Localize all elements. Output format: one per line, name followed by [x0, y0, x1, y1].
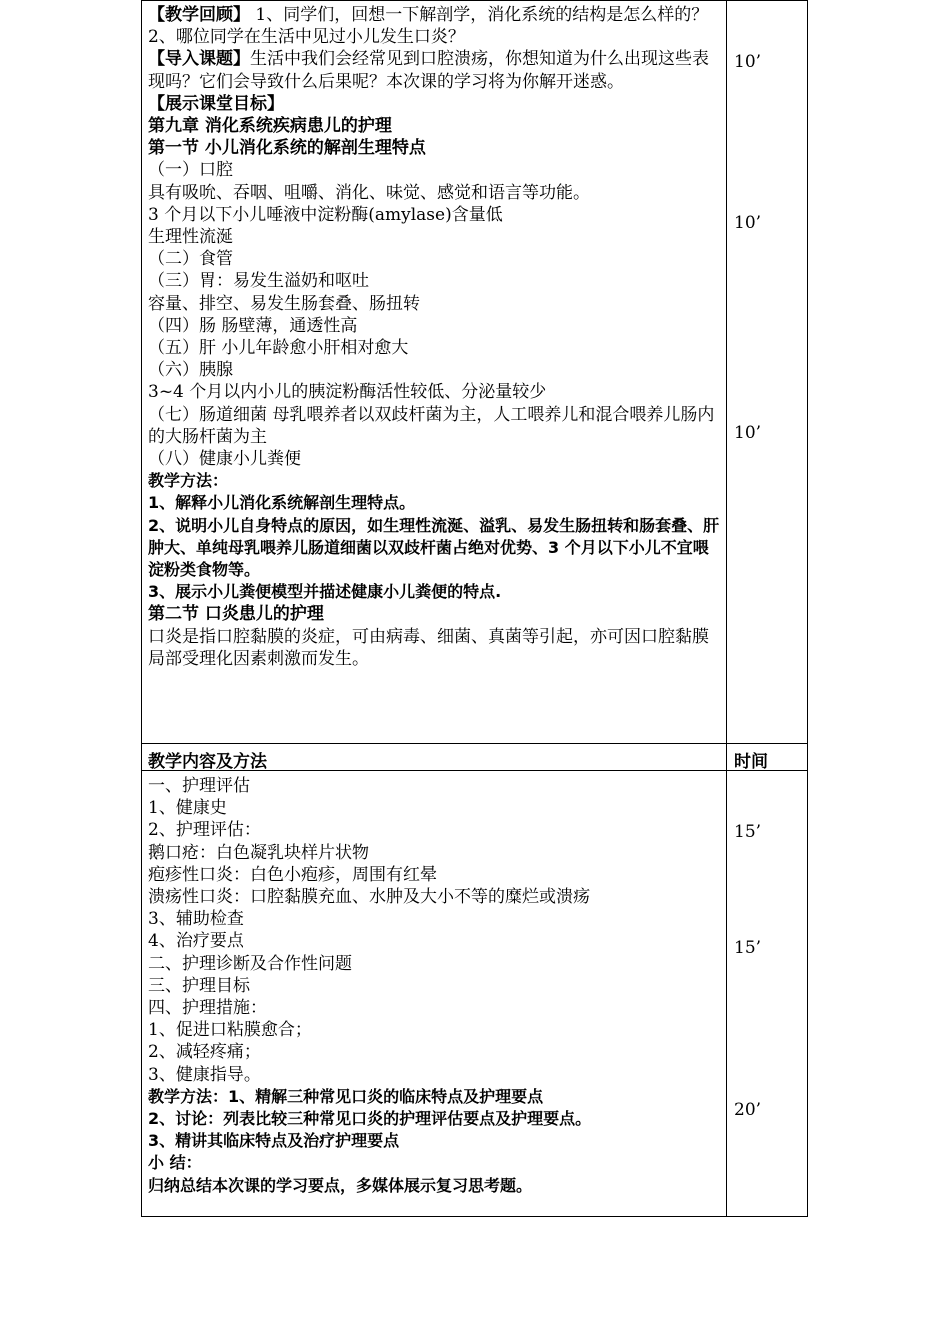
time-value: 10’: [734, 52, 762, 72]
text-line: 2、护理评估：: [148, 820, 261, 841]
summary-text: 归纳总结本次课的学习要点，多媒体展示复习思考题。: [148, 1175, 533, 1195]
text-line: （一）口腔: [148, 160, 233, 181]
text-line: 口炎是指口腔黏膜的炎症，可由病毒、细菌、真菌等引起，亦可因口腔黏膜局部受理化因素刺激而发生。: [148, 626, 709, 669]
top-content-cell: [148, 4, 720, 670]
summary-heading: 小 结：: [148, 1153, 202, 1173]
text-line: 4、治疗要点: [148, 931, 244, 952]
column-divider: [726, 0, 727, 1217]
text-line: 3 个月以下小儿唾液中淀粉酶(amylase)含量低: [148, 204, 503, 225]
bottom-content-cell: [148, 775, 720, 1197]
time-value: 10’: [734, 213, 762, 233]
text-line: 1、促进口粘膜愈合；: [148, 1020, 312, 1041]
chapter-heading: 第九章 消化系统疾病患儿的护理: [148, 116, 392, 137]
objectives-heading: 【展示课堂目标】: [148, 93, 284, 114]
intro-paragraph: 【导入课题】生活中我们会经常见到口腔溃疡，你想知道为什么出现这些表现吗？它们会导致什么后果呢？本次课的学习将为你解开迷惑。: [148, 49, 709, 92]
text-line: （八）健康小儿粪便: [148, 449, 301, 470]
text-line: 容量、排空、易发生肠套叠、肠扭转: [148, 293, 420, 314]
text-line: 2、哪位同学在生活中见过小儿发生口炎？: [148, 27, 465, 48]
method-item: 3、展示小儿粪便模型并描述健康小儿粪便的特点.: [148, 582, 502, 602]
section-heading: 第二节 口炎患儿的护理: [148, 604, 324, 625]
text-line: 2、减轻疼痛；: [148, 1042, 261, 1063]
text-line: 疱疹性口炎：白色小疱疹，周围有红晕: [148, 864, 437, 885]
text-line: 3、辅助检查: [148, 909, 244, 930]
text-line: 三、护理目标: [148, 975, 250, 996]
text-line: （七）肠道细菌 母乳喂养者以双歧杆菌为主，人工喂养儿和混合喂养儿肠内的大肠杆菌为主: [148, 404, 715, 447]
text-line: 具有吸吮、吞咽、咀嚼、消化、味觉、感觉和语言等功能。: [148, 182, 590, 203]
text-line: （四）肠 肠壁薄，通透性高: [148, 315, 358, 336]
text-line: 1、健康史: [148, 798, 227, 819]
review-paragraph: 【教学回顾】 1、同学们，回想一下解剖学，消化系统的结构是怎么样的？: [148, 5, 709, 25]
text-line: （五）肝 小儿年龄愈小肝相对愈大: [148, 338, 409, 359]
method-item: 教学方法：1、精解三种常见口炎的临床特点及护理要点: [148, 1086, 544, 1106]
method-heading: 教学方法：: [148, 471, 229, 491]
header-top-rule: [141, 743, 808, 744]
section-heading: 第一节 小儿消化系统的解剖生理特点: [148, 138, 426, 159]
text-line: 3、健康指导。: [148, 1064, 261, 1085]
time-value: 10’: [734, 423, 762, 443]
text-line: 四、护理措施：: [148, 998, 267, 1019]
text-line: （六）胰腺: [148, 360, 233, 381]
method-item: 2、说明小儿自身特点的原因，如生理性流涎、溢乳、易发生肠扭转和肠套叠、肝肿大、单纯母乳喂养儿肠道细菌以双歧杆菌占绝对优势、3 个月以下小儿不宜喂淀粉类食物等。: [148, 515, 720, 580]
text-line: （二）食管: [148, 249, 233, 270]
text-line: 二、护理诊断及合作性问题: [148, 953, 352, 974]
text-line: 3~4 个月以内小儿的胰淀粉酶活性较低、分泌量较少: [148, 382, 547, 403]
text-line: 溃疡性口炎：口腔黏膜充血、水肿及大小不等的糜烂或溃疡: [148, 887, 590, 908]
text-line: （三）胃：易发生溢奶和呕吐: [148, 271, 369, 292]
method-item: 2、讨论：列表比较三种常见口炎的护理评估要点及护理要点。: [148, 1109, 592, 1129]
time-value: 20’: [734, 1100, 762, 1120]
time-column-header: 时间: [734, 752, 768, 772]
time-value: 15’: [734, 938, 762, 958]
text-line: 一、护理评估: [148, 776, 250, 796]
method-item: 3、精讲其临床特点及治疗护理要点: [148, 1131, 400, 1151]
text-line: 鹅口疮：白色凝乳块样片状物: [148, 842, 369, 863]
time-value: 15’: [734, 822, 762, 842]
content-column-header: 教学内容及方法: [148, 752, 267, 772]
method-item: 1、解释小儿消化系统解剖生理特点。: [148, 493, 416, 513]
text-line: 生理性流涎: [148, 227, 233, 248]
